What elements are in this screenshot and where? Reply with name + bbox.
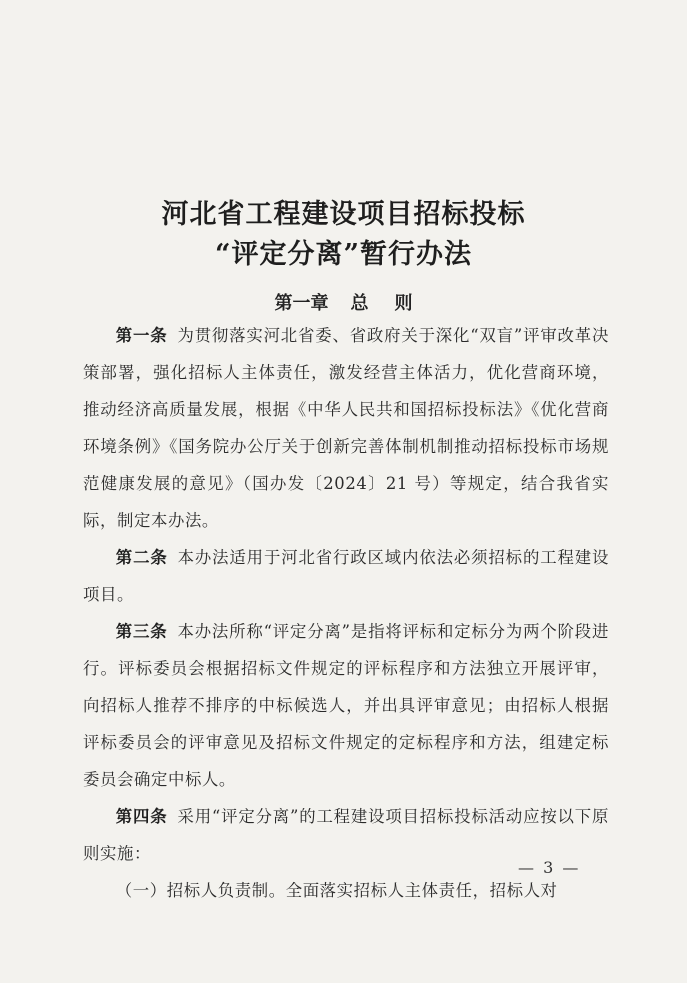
chapter-heading — [0, 289, 687, 315]
article-1 — [83, 317, 609, 539]
article-4-label: 第四条 — [115, 807, 168, 826]
article-4-text: 采用“评定分离”的工程建设项目招标投标活动应按以下原则实施： — [83, 807, 609, 863]
clause-1: （一）招标人负责制。全面落实招标人主体责任，招标人对 — [115, 881, 558, 900]
article-2-label: 第二条 — [115, 548, 168, 567]
article-1-text: 为贯彻落实河北省委、省政府关于深化“双盲”评审改革决策部署，强化招标人主体责任，激发经营主体活力，优化营商环境，推动经济高质量发展，根据《中华人民共和国招标投标法》《优化营商环境条例》《国务院办公厅关于创新完善体制机制推动招标投标市场规范健康发展的意见》（国办发〔2024〕21 号）等规定，结合我省实际，制定本办法。 — [83, 326, 609, 530]
document-title-line-2: “评定分离”暂行办法 — [214, 239, 473, 270]
document-body — [83, 317, 609, 909]
document-title-line-1: 河北省工程建设项目招标投标 — [161, 199, 526, 230]
article-3-label: 第三条 — [115, 622, 168, 641]
article-2-text: 本办法适用于河北省行政区域内依法必须招标的工程建设项目。 — [83, 548, 609, 604]
article-3-text: 本办法所称“评定分离”是指将评标和定标分为两个阶段进行。评标委员会根据招标文件规定的评标程序和方法独立开展评审，向招标人推荐不排序的中标候选人，并出具评审意见；由招标人根据评标委员会的评审意见及招标文件规定的定标程序和方法，组建定标委员会确定中标人。 — [83, 622, 609, 789]
article-3 — [83, 613, 609, 798]
chapter-title-char-1: 总 — [350, 293, 369, 314]
chapter-number: 第一章 — [274, 293, 329, 314]
page-number: — 3 — — [518, 858, 581, 877]
chapter-title-char-2: 则 — [394, 293, 413, 314]
article-2 — [83, 539, 609, 613]
article-1-label: 第一条 — [115, 326, 168, 345]
